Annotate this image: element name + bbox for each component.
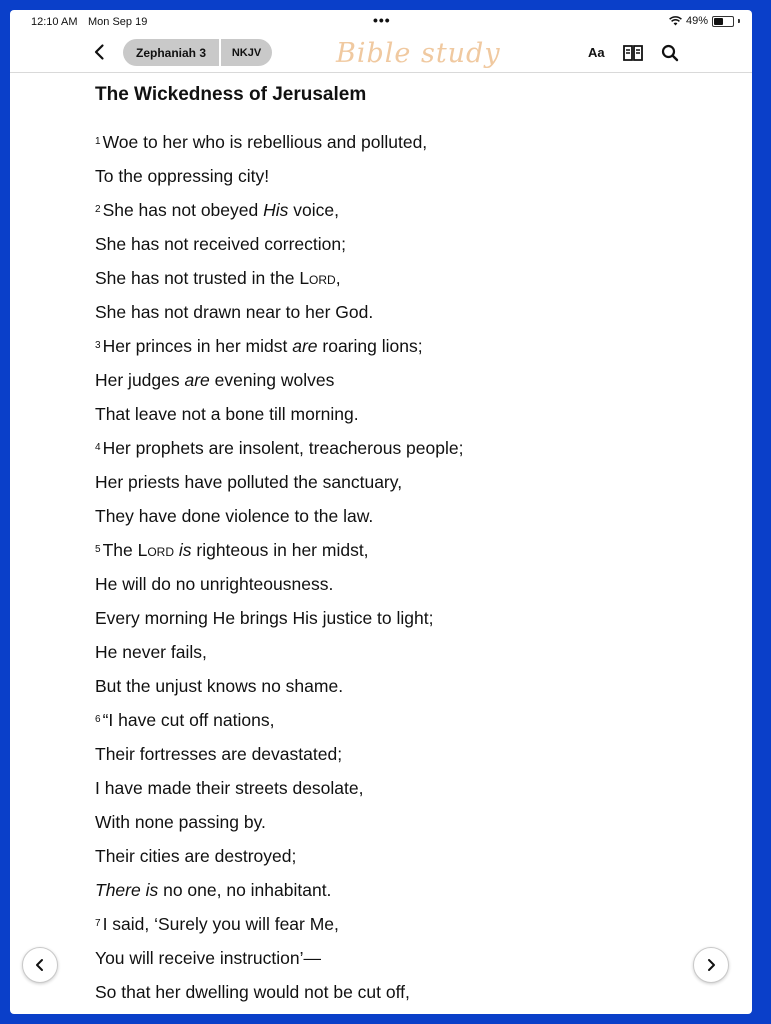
italic-text: There is xyxy=(95,880,159,900)
app-window xyxy=(10,10,752,1014)
watermark-text: Bible study xyxy=(336,38,501,69)
version-button[interactable]: NKJV xyxy=(231,46,262,59)
search-icon[interactable] xyxy=(660,43,680,63)
verse-number: 3 xyxy=(95,340,101,351)
previous-chapter-button[interactable] xyxy=(22,947,58,983)
verse-text: She has not received correction; xyxy=(95,234,346,254)
verse-text: They have done violence to the law. xyxy=(95,506,374,526)
verse-line xyxy=(95,709,715,743)
verse-text: But the unjust knows no shame. xyxy=(95,676,344,696)
verse-number: 5 xyxy=(95,544,101,555)
verse-line xyxy=(95,505,715,539)
verse-line xyxy=(95,675,715,709)
verse-line xyxy=(95,403,715,437)
status-bar xyxy=(10,10,752,34)
verse-line xyxy=(95,777,715,811)
verse-lines xyxy=(95,131,715,1014)
verse-line xyxy=(95,335,715,369)
verse-number: 7 xyxy=(95,918,101,929)
verse-line xyxy=(95,981,715,1014)
verse-text: She has not drawn near to her God. xyxy=(95,302,374,322)
verse-line xyxy=(95,539,715,573)
verse-text: To the oppressing city! xyxy=(95,166,270,186)
font-settings-button[interactable]: Aa xyxy=(588,45,605,60)
chevron-left-icon xyxy=(33,958,47,972)
verse-text: He never fails, xyxy=(95,642,207,662)
status-indicators xyxy=(669,15,740,27)
verse-text: Woe to her who is rebellious and polluted, xyxy=(102,132,428,152)
verse-line xyxy=(95,131,715,165)
section-heading: The Wickedness of Jerusalem xyxy=(95,84,367,105)
verse-text: Her judges xyxy=(95,370,185,390)
divine-name: Lord xyxy=(299,268,336,288)
verse-text: That leave not a bone till morning. xyxy=(95,404,359,424)
italic-text: is xyxy=(178,540,192,560)
verse-text: I have made their streets desolate, xyxy=(95,778,364,798)
verse-line xyxy=(95,947,715,981)
verse-text: “I have cut off nations, xyxy=(102,710,275,730)
verse-line xyxy=(95,573,715,607)
wifi-icon xyxy=(669,16,682,26)
verse-text: I said, ‘Surely you will fear Me, xyxy=(102,914,339,934)
verse-number: 6 xyxy=(95,714,101,725)
verse-text: Her princes in her midst xyxy=(102,336,293,356)
passage-selector xyxy=(123,39,272,66)
verse-text: Their fortresses are devastated; xyxy=(95,744,343,764)
book-chapter-button[interactable]: Zephaniah 3 xyxy=(123,39,221,66)
verse-line xyxy=(95,301,715,335)
chevron-left-icon[interactable] xyxy=(90,42,110,62)
verse-line xyxy=(95,437,715,471)
italic-text: are xyxy=(184,370,210,390)
verse-text: Her priests have polluted the sanctuary, xyxy=(95,472,403,492)
italic-text: are xyxy=(292,336,318,356)
verse-text: So that her dwelling would not be cut off, xyxy=(95,982,410,1002)
verse-text: She has not trusted in the xyxy=(95,268,300,288)
verse-line xyxy=(95,471,715,505)
verse-text: evening wolves xyxy=(209,370,335,390)
divine-name: Lord xyxy=(137,540,174,560)
verse-text: , xyxy=(335,268,341,288)
verse-line xyxy=(95,165,715,199)
verse-text: The xyxy=(102,540,138,560)
battery-level xyxy=(714,18,723,25)
passage-content xyxy=(95,72,715,1014)
verse-line xyxy=(95,607,715,641)
verse-text: roaring lions; xyxy=(317,336,423,356)
verse-text: Every morning He brings His justice to light; xyxy=(95,608,434,628)
verse-line xyxy=(95,199,715,233)
verse-line xyxy=(95,641,715,675)
verse-line xyxy=(95,369,715,403)
verse-text: Her prophets are insolent, treacherous people; xyxy=(102,438,464,458)
verse-line xyxy=(95,845,715,879)
battery-tip xyxy=(738,19,740,23)
verse-line xyxy=(95,233,715,267)
battery-icon xyxy=(712,16,734,27)
book-icon[interactable] xyxy=(622,43,644,63)
verse-text: Their cities are destroyed; xyxy=(95,846,297,866)
verse-line xyxy=(95,913,715,947)
multitasking-dots[interactable]: ••• xyxy=(373,12,391,28)
next-chapter-button[interactable] xyxy=(693,947,729,983)
verse-text: You will receive instruction’— xyxy=(95,948,321,968)
verse-text: He will do no unrighteousness. xyxy=(95,574,334,594)
status-date: Mon Sep 19 xyxy=(88,16,148,28)
status-time: 12:10 AM xyxy=(31,16,78,28)
verse-text: With none passing by. xyxy=(95,812,266,832)
verse-number: 4 xyxy=(95,442,101,453)
verse-line xyxy=(95,267,715,301)
verse-number: 2 xyxy=(95,204,101,215)
chevron-right-icon xyxy=(704,958,718,972)
italic-text: His xyxy=(263,200,289,220)
nav-bar xyxy=(10,34,752,73)
verse-line xyxy=(95,879,715,913)
verse-text: She has not obeyed xyxy=(102,200,264,220)
verse-line xyxy=(95,811,715,845)
verse-text: voice, xyxy=(288,200,339,220)
battery-percent: 49% xyxy=(685,15,708,27)
verse-line xyxy=(95,743,715,777)
verse-text: righteous in her midst, xyxy=(191,540,369,560)
verse-number: 1 xyxy=(95,136,101,147)
verse-text: no one, no inhabitant. xyxy=(158,880,332,900)
